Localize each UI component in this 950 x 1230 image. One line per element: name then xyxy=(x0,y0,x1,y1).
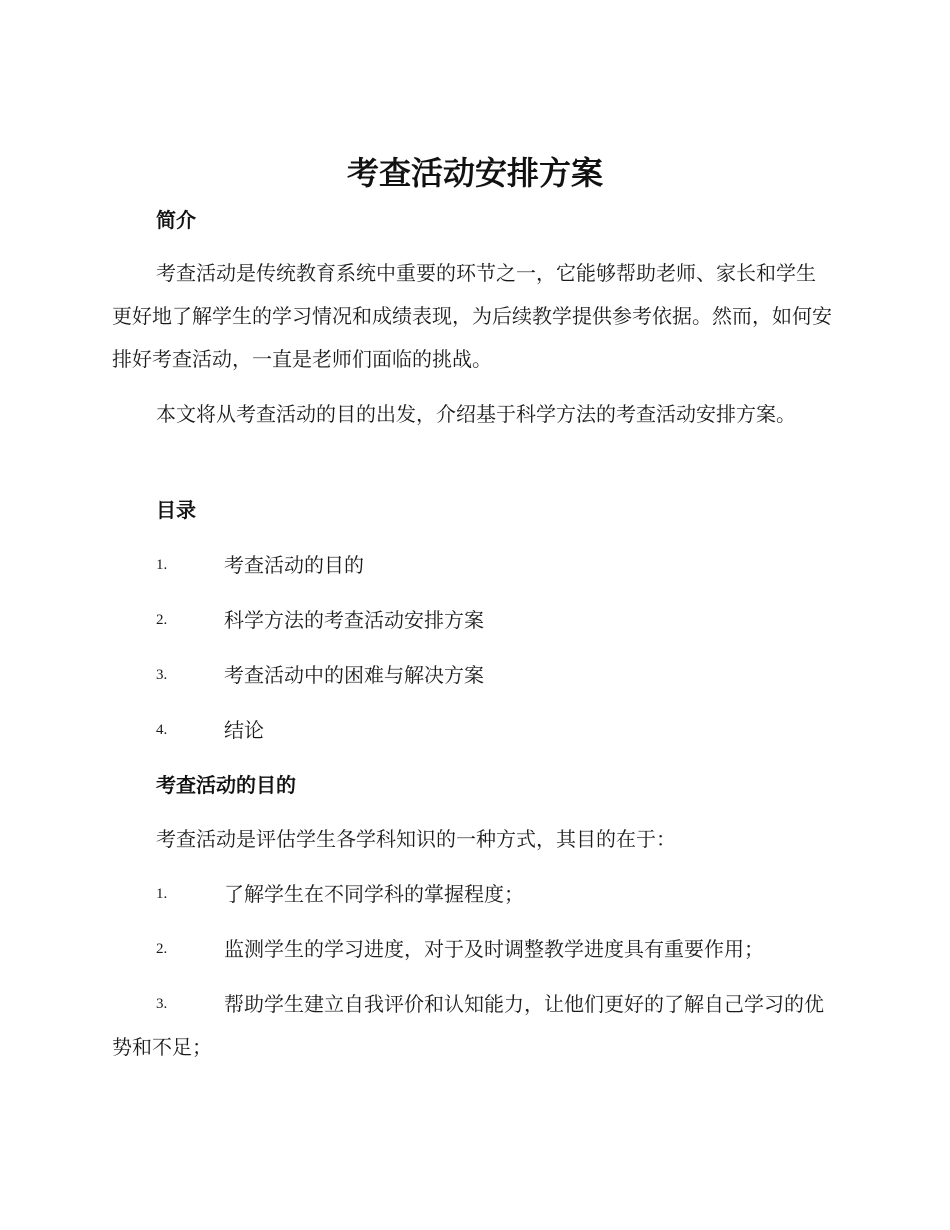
document-title: 考查活动安排方案 xyxy=(346,154,603,192)
purpose-item xyxy=(112,928,832,971)
toc-heading: 目录 xyxy=(156,498,196,522)
purpose-item-number: 1. xyxy=(156,886,168,902)
toc-item-number: 3. xyxy=(156,667,168,683)
toc-item xyxy=(112,709,832,752)
toc-item xyxy=(112,599,832,642)
toc-item xyxy=(112,544,832,587)
purpose-item-text: 了解学生在不同学科的掌握程度； xyxy=(224,882,524,906)
toc-item-number: 4. xyxy=(156,722,168,738)
intro-heading: 简介 xyxy=(156,208,196,232)
purpose-item-number: 2. xyxy=(156,941,168,957)
purpose-item xyxy=(112,873,832,916)
purpose-item xyxy=(112,983,832,1069)
toc-item xyxy=(112,654,832,697)
purpose-item-text: 帮助学生建立自我评价和认知能力，让他们更好的了解自己学习的优势和不足； xyxy=(112,992,824,1059)
intro-paragraph-2: 本文将从考查活动的目的出发，介绍基于科学方法的考查活动安排方案。 xyxy=(156,402,796,426)
toc-item-text: 考查活动中的困难与解决方案 xyxy=(224,663,484,687)
purpose-item-number: 3. xyxy=(156,996,168,1012)
toc-item-text: 考查活动的目的 xyxy=(224,553,364,577)
purpose-lead: 考查活动是评估学生各学科知识的一种方式，其目的在于： xyxy=(156,827,676,851)
purpose-item-text: 监测学生的学习进度，对于及时调整教学进度具有重要作用； xyxy=(224,937,764,961)
toc-item-text: 结论 xyxy=(224,718,264,742)
intro-paragraph-1: 考查活动是传统教育系统中重要的环节之一，它能够帮助老师、家长和学生更好地了解学生的学习情况和成绩表现，为后续教学提供参考依据。然而，如何安排好考查活动，一直是老师们面临的挑战。 xyxy=(112,261,832,371)
toc-item-number: 2. xyxy=(156,612,168,628)
toc-item-text: 科学方法的考查活动安排方案 xyxy=(224,608,484,632)
toc-item-number: 1. xyxy=(156,557,168,573)
purpose-heading: 考查活动的目的 xyxy=(156,773,296,797)
